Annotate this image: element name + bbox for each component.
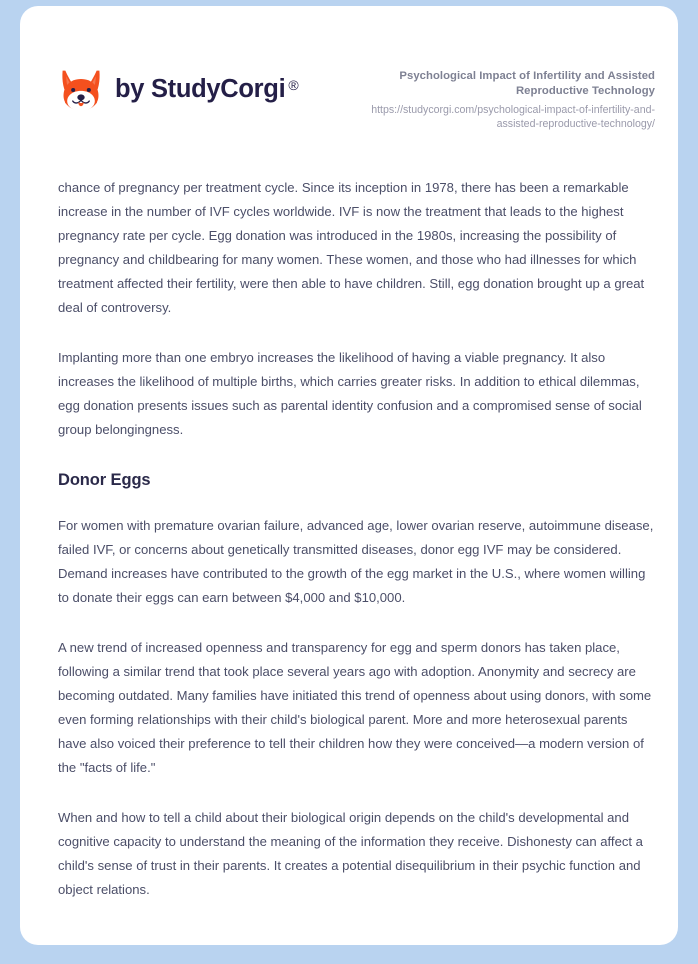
brand-wordmark xyxy=(115,77,298,103)
article-meta xyxy=(355,63,655,131)
studycorgi-brand[interactable] xyxy=(58,67,298,113)
paragraph-3: For women with premature ovarian failure, advanced age, lower ovarian reserve, autoimmune disease, failed IVF, or concerns about genetically transmitted diseases, donor egg IVF may be considered. Demand increases have contributed to the growth of the egg market in the U.S., where women willing to donate their eggs can earn between $4,000 and $10,000. xyxy=(58,518,654,605)
paragraph-1: chance of pregnancy per treatment cycle. Since its inception in 1978, there has been a remarkable increase in the number of IVF cycles worldwide. IVF is now the treatment that leads to the highest pregnancy rate per cycle. Egg donation was introduced in the 1980s, increasing the possibility of pregnancy and childbearing for many women. These women, and those who had illnesses for which treatment affected their fertility, were then able to have children. Still, egg donation brought up a great deal of controversy. xyxy=(58,180,645,315)
document-body xyxy=(58,176,654,902)
paragraph-5: When and how to tell a child about their biological origin depends on the child's developmental and cognitive capacity to understand the meaning of the information they receive. Dishonesty can affect a child's sense of trust in their parents. It creates a potential disequilibrium in their psychic function and object relations. xyxy=(58,810,643,897)
document-page-card xyxy=(20,6,678,945)
article-url[interactable]: https://studycorgi.com/psychological-impact-of-infertility-and-assisted-reproductive-technology/ xyxy=(371,103,655,130)
document-header xyxy=(20,6,678,154)
section-heading-donor-eggs: Donor Eggs xyxy=(58,471,151,489)
corgi-head-icon xyxy=(58,67,104,113)
paragraph-4: A new trend of increased openness and transparency for egg and sperm donors has taken place, following a similar trend that took place several years ago with adoption. Anonymity and secrecy are becoming outdated. Many families have initiated this trend of openness about using donors, with some even forming relationships with their child's biological parent. More and more heterosexual parents have also voiced their preference to tell their children how they were conceived—a modern version of the "facts of life." xyxy=(58,640,652,775)
brand-wordmark-text: by StudyCorgi xyxy=(115,75,286,104)
article-title: Psychological Impact of Infertility and Assisted Reproductive Technology xyxy=(399,70,655,97)
paragraph-2: Implanting more than one embryo increases the likelihood of having a viable pregnancy. It also increases the likelihood of multiple births, which carries greater risks. In addition to ethical dilemmas, egg donation presents issues such as parental identity confusion and a compromised sense of social group belongingness. xyxy=(58,350,642,437)
registered-trademark-icon: ® xyxy=(288,77,299,94)
